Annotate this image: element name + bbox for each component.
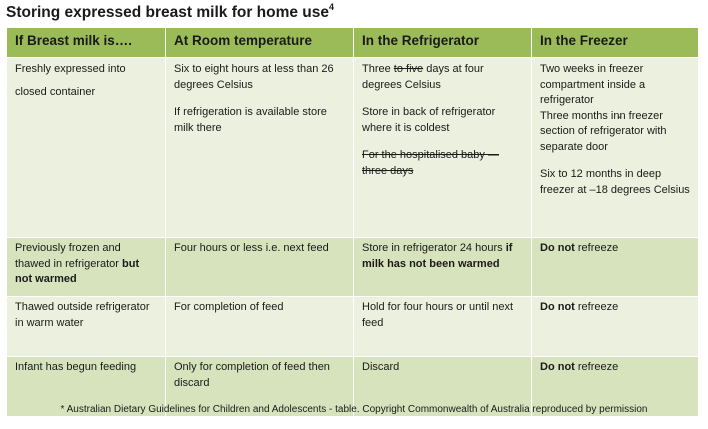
cell-freezer [532,58,699,238]
page-title [6,3,334,22]
cell-room [166,58,354,238]
cell-text: If refrigeration is available store milk there [174,106,327,134]
cell-condition [7,58,166,238]
header-condition: If Breast milk is…. [7,28,166,58]
struck-text: to five [393,63,424,75]
cell-fridge [354,238,532,297]
cell-room [166,238,354,297]
cell-text [362,148,523,179]
text-run: Store in refrigerator 24 hours [362,242,506,254]
header-refrigerator: In the Refrigerator [354,28,532,58]
cell-text: For completion of feed [174,301,284,313]
bold-text: if milk has not been warmed [362,242,513,270]
title-text: Storing expressed breast milk for home use [6,4,330,22]
cell-text: Only for completion of feed then discard [174,361,330,389]
text-run: days at four degrees Celsius [362,63,484,91]
text-run: refreeze [574,361,619,373]
cell-text: Six to 12 months in deep freezer at –18 degrees Celsius [540,168,690,196]
table-row [7,297,699,357]
cell-text: Freshly expressed into [15,63,126,75]
header-freezer: In the Freezer [532,28,699,58]
cell-text: Store in back of refrigerator where it is coldest [362,106,496,134]
table-row [7,58,699,238]
cell-freezer [532,238,699,297]
cell-text: closed container [15,85,96,98]
cell-fridge [354,58,532,238]
storage-table [6,27,699,417]
bold-text: Do not [540,301,575,313]
text-run: Three [362,63,394,75]
cell-condition [7,297,166,357]
cell-fridge [354,297,532,357]
table-row [7,238,699,297]
cell-freezer [532,297,699,357]
title-footnote-marker: 4 [329,2,335,12]
text-run: refreeze [574,242,619,254]
cell-text: Two weeks in freezer compartment inside a refrigerator [540,63,646,106]
cell-text: Six to eight hours at less than 26 degrees Celsius [174,63,334,91]
bold-text: Do not [540,361,575,373]
bold-text: Do not [540,242,575,254]
table-header-row [7,28,699,58]
text-run: Previously frozen and thawed in refrigerator [15,242,122,270]
cell-text: Infant has begun feeding [15,361,137,373]
cell-text [362,62,523,93]
cell-text: Four hours or less i.e. next feed [174,242,329,254]
footnote: * Australian Dietary Guidelines for Children and Adolescents - table. Copyright Commonwealth of Australia reproduced by permission [60,404,648,415]
cell-text: Hold for four hours or until next feed [362,301,514,329]
text-run: refreeze [574,301,619,313]
bold-text: but not warmed [15,257,140,285]
struck-text: For the hospitalised baby — three days [362,149,499,177]
cell-condition [7,238,166,297]
cell-text: Discard [362,361,400,373]
cell-text: Thawed outside refrigerator in warm water [15,301,150,329]
cell-room [166,297,354,357]
cell-text: Three months in̵n freezer section of refrigerator with separate door [540,109,667,153]
header-room-temperature: At Room temperature [166,28,354,58]
